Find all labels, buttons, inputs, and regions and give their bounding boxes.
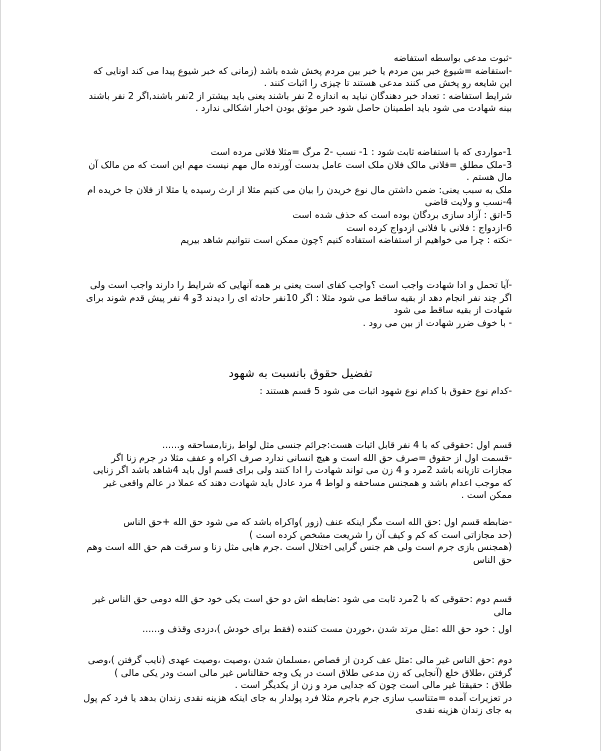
section-heading: تفضیل حقوق بانسبت به شهود — [228, 366, 373, 380]
paragraph: -ضابطه قسم اول :حق الله است مگر اینکه عنف (زور )واکراه باشد که می شود حق الله +حق الناس — [123, 517, 512, 528]
paragraph: طلاق : حقیقتا غیر مالی است چون که جدایی مرد و زن از یکدیگر است . — [234, 680, 512, 692]
list-item: 6-ازدواج : فلانی با فلانی ازدواج کرده است — [346, 222, 512, 234]
paragraph: -ثبوت مدعی بواسطه استفاضه — [393, 53, 512, 64]
section-second-type — [81, 594, 512, 619]
list-item: ملک به سبب یعنی: ضمن داشتن مال نوع خریدن را بیان می کنیم مثلا از ارث رسیده یا مثلا از فلان جا خریده ام — [87, 184, 512, 196]
paragraph: -استفاضه =شیوع خبر بین مردم یا خبر بین مردم پخش شده باشد (زمانی که خبر شیوع پیدا می کند اونایی که این شایعه رو پخش می کنند مدعی هستند تا چیزی را اثبات کنند . — [93, 65, 512, 90]
section-testimony-duty — [81, 280, 512, 330]
paragraph: قسم اول :حقوقی که با 4 نفر قابل اثبات هست:جرائم جنسی مثل لواط ,زنا,مساحقه و...... — [162, 440, 512, 451]
section-first-type-rule — [81, 517, 512, 567]
paragraph: (همجنس بازی جرم است ولی هم جنس گرایی اختلال است .جرم هایی مثل زنا و سرقت هم حق الله است وهم حق الناس — [86, 542, 512, 566]
paragraph: - با خوف ضرر شهادت از بین می رود . — [362, 317, 512, 329]
list-item: 3-ملک مطلق =فلانی مالک فلان ملک است عامل بدست آورنده مال مهم نیست مهم این است که من مالک آن مال هستم . — [88, 159, 512, 184]
paragraph: -قسمت اول از حقوق =صرف حق الله است و هیچ انسانی ندارد صرف اکراه و عفف مثلا در جرم زنا اگر مجازات تازیانه باشد 2مرد و 4 زن می تواند شهادت را ادا کنند ولی برای قسم اول باید 4شاهد باشد اگر زنایی که موجب اعدام باشد و همجنس مساحقه و لواط 4 مرد عادل باید شهادت دهند که عملا در عالم واقعی غیر ممکن است . — [93, 452, 512, 502]
list-item: -نکته : چرا می خواهیم از استفاضه استفاده کنیم ؟چون ممکن است نتوانیم شاهد بیریم — [180, 235, 512, 247]
section-cases-list — [81, 147, 512, 248]
paragraph: -کدام نوع حقوق با کدام نوع شهود اثبات می شود 5 قسم هستند : — [259, 386, 512, 397]
list-item: 5-اتق : آزاد سازی بردگان بوده است که حذف شده است — [292, 209, 512, 221]
section-first-type — [81, 440, 512, 503]
paragraph: در تعزیرات آمده =متناسب سازی جرم باجرم مثلا فرد پولدار به جای اینکه هزینه نقدی زندان بدهد یا فرد کم پول به جای زندان هزینه نقدی — [83, 692, 512, 717]
section-haqq-allah — [81, 624, 512, 637]
section-subheading — [81, 386, 512, 399]
list-item: 4-نسب و ولایت قاضی — [424, 197, 512, 209]
paragraph: شرایط استفاضه : تعداد خبر دهندگان نباید به اندازه 2 نفر باشند یعنی باید بیشتر از 2نفر باشند,اگر 2 نفر باشند بینه شهادت می شود باید اطمینان حاصل شود خبر موثق بودن اخبار اشکالی ندارد . — [88, 90, 512, 115]
paragraph: قسم دوم :حقوقی که با 2مرد ثابت می شود :ضابطه اش دو حق است یکی خود حق الله دومی حق الناس غیر مالی — [92, 594, 512, 618]
list-item: 1-مواردی که با استفاضه ثابت شود : 1- نسب -2 مرگ =مثلا فلانی مرده است — [210, 147, 512, 158]
paragraph: اول : خود حق الله :مثل مرتد شدن ،خوردن مست کننده (فقط برای خودش )،دزدی وقذف و...... — [142, 624, 512, 635]
paragraph: (حد مجازاتی است که کم و کیف آن را شریعت مشخص کرده است ) — [249, 529, 512, 541]
section-haqq-nas — [81, 655, 512, 718]
paragraph: دوم :حق الناس غیر مالی :مثل عف کردن از قصاص ،مسلمان شدن ،وصیت ،وصیت عهدی (نایب گرفتن )،وصی گرفتن ،طلاق خلع (آنجایی که زن مدعی طلاق است در یک وجه حقالناس غیر مالی است ودر یکی مالی ) — [87, 655, 512, 679]
paragraph: -آیا تحمل و ادا شهادت واجب است ؟واجب کفای است یعنی بر همه آنهایی که شرایط را دارند واجب است ولی اگر چند نفر انجام دهد از بقیه ساقط می شود مثلا : اگر 10نفر حادثه ای را دیدند 3و 4 نفر پیش قدم شوند برای شهادت از بقیه ساقط می شود — [85, 280, 512, 317]
section-istifaza — [81, 53, 512, 116]
